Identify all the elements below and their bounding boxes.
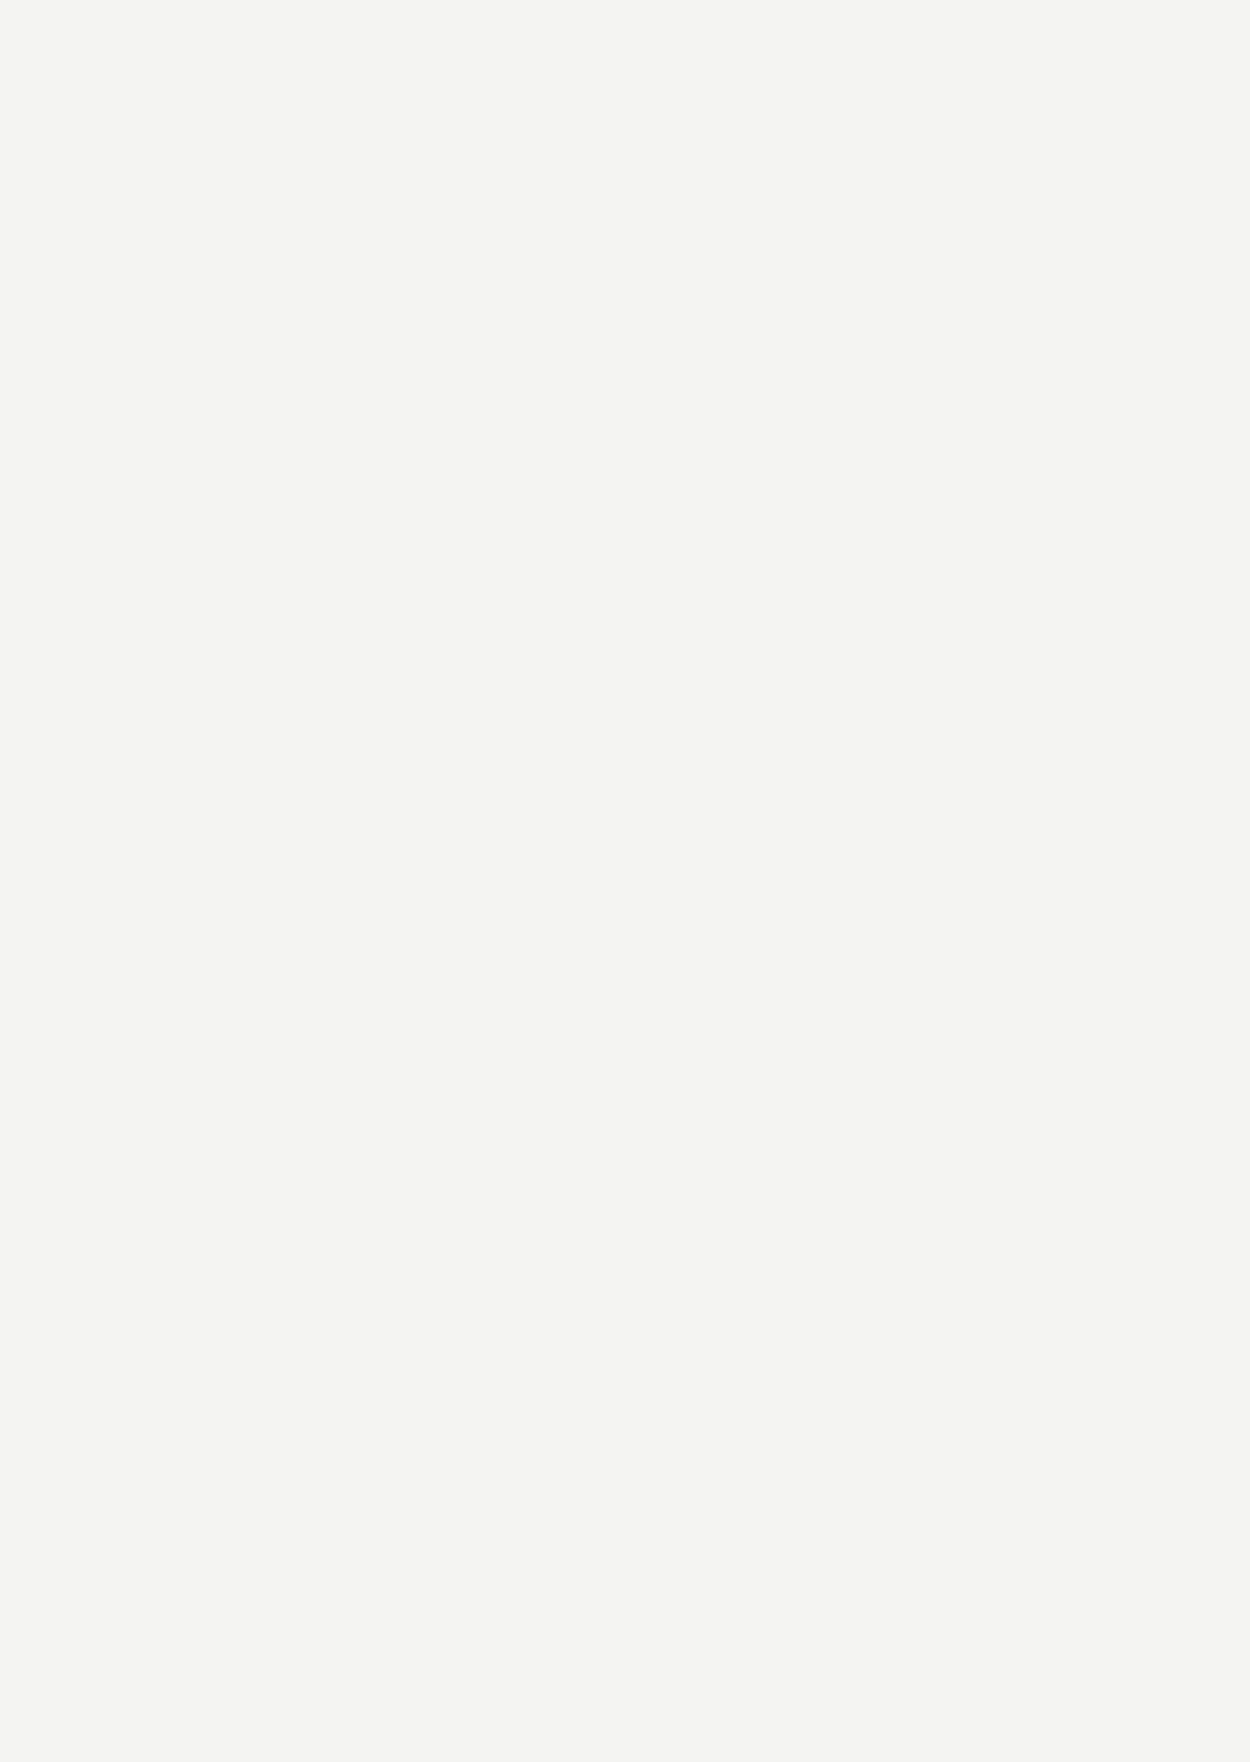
page-content: [60, 102, 1130, 120]
page-footer: [1096, 1663, 1136, 1683]
